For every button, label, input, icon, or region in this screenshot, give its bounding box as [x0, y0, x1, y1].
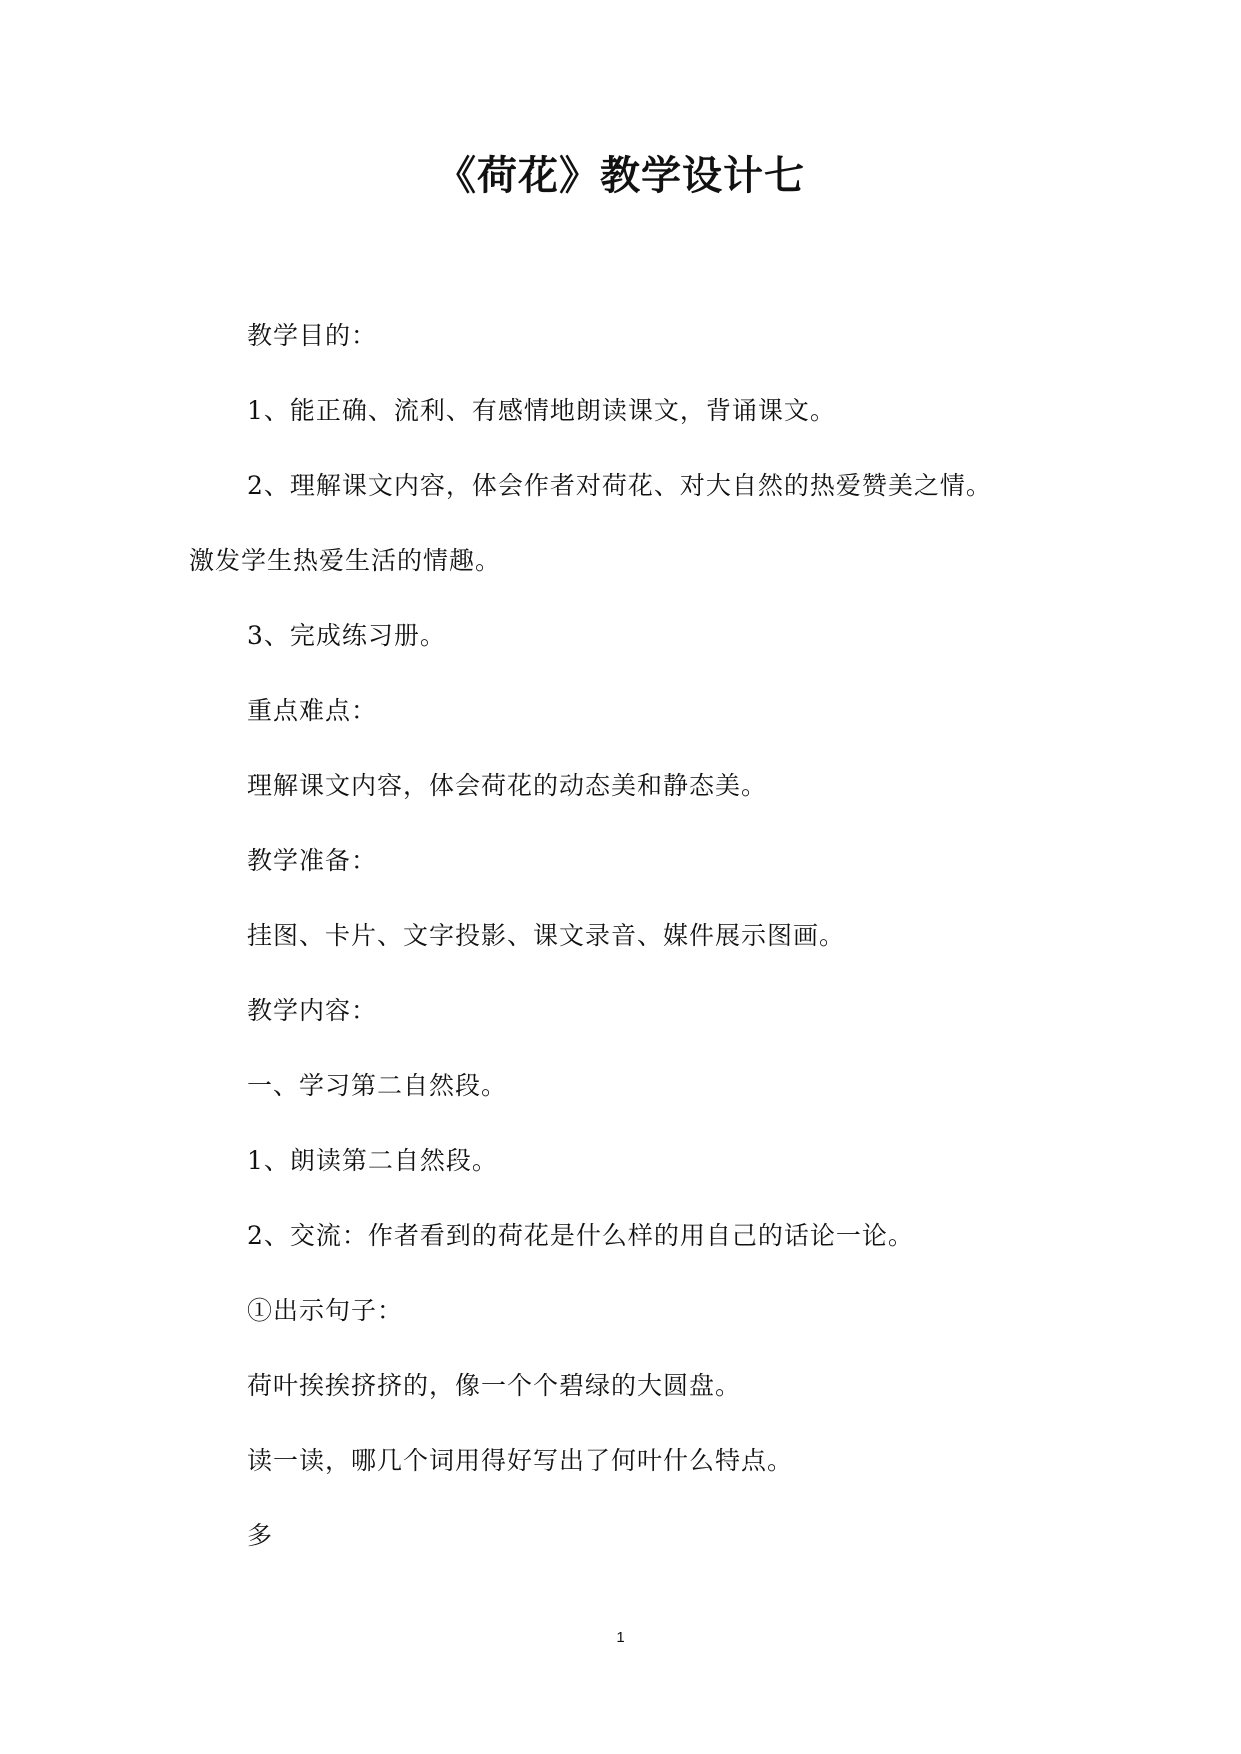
page-number: 1: [616, 1629, 625, 1646]
paragraph-key-points-heading: 重点难点：: [247, 696, 378, 725]
paragraph-goal-2-continued: 激发学生热爱生活的情趣。: [189, 546, 502, 575]
paragraph-step-1: 1、朗读第二自然段。: [247, 1146, 498, 1175]
paragraph-goal-2: 2、理解课文内容，体会作者对荷花、对大自然的热爱赞美之情。: [247, 471, 992, 500]
paragraph-step-2: 2、交流：作者看到的荷花是什么样的用自己的话论一论。: [247, 1221, 914, 1250]
paragraph-content-heading: 教学内容：: [247, 996, 378, 1025]
paragraph-teaching-goals-heading: 教学目的：: [247, 321, 378, 350]
paragraph-read-question: 读一读，哪几个词用得好写出了何叶什么特点。: [247, 1446, 794, 1475]
paragraph-key-points: 理解课文内容，体会荷花的动态美和静态美。: [247, 771, 768, 800]
paragraph-preparation-heading: 教学准备：: [247, 846, 378, 875]
document-title: 《荷花》教学设计七: [436, 153, 805, 199]
paragraph-show-sentence: ①出示句子：: [247, 1296, 404, 1325]
paragraph-preparation: 挂图、卡片、文字投影、课文录音、媒件展示图画。: [247, 921, 846, 950]
paragraph-goal-3: 3、完成练习册。: [247, 621, 446, 650]
paragraph-fragment: 多: [247, 1521, 274, 1550]
paragraph-goal-1: 1、能正确、流利、有感情地朗读课文，背诵课文。: [247, 396, 836, 425]
paragraph-section-1: 一、学习第二自然段。: [247, 1071, 508, 1100]
paragraph-sentence: 荷叶挨挨挤挤的，像一个个碧绿的大圆盘。: [247, 1371, 742, 1400]
